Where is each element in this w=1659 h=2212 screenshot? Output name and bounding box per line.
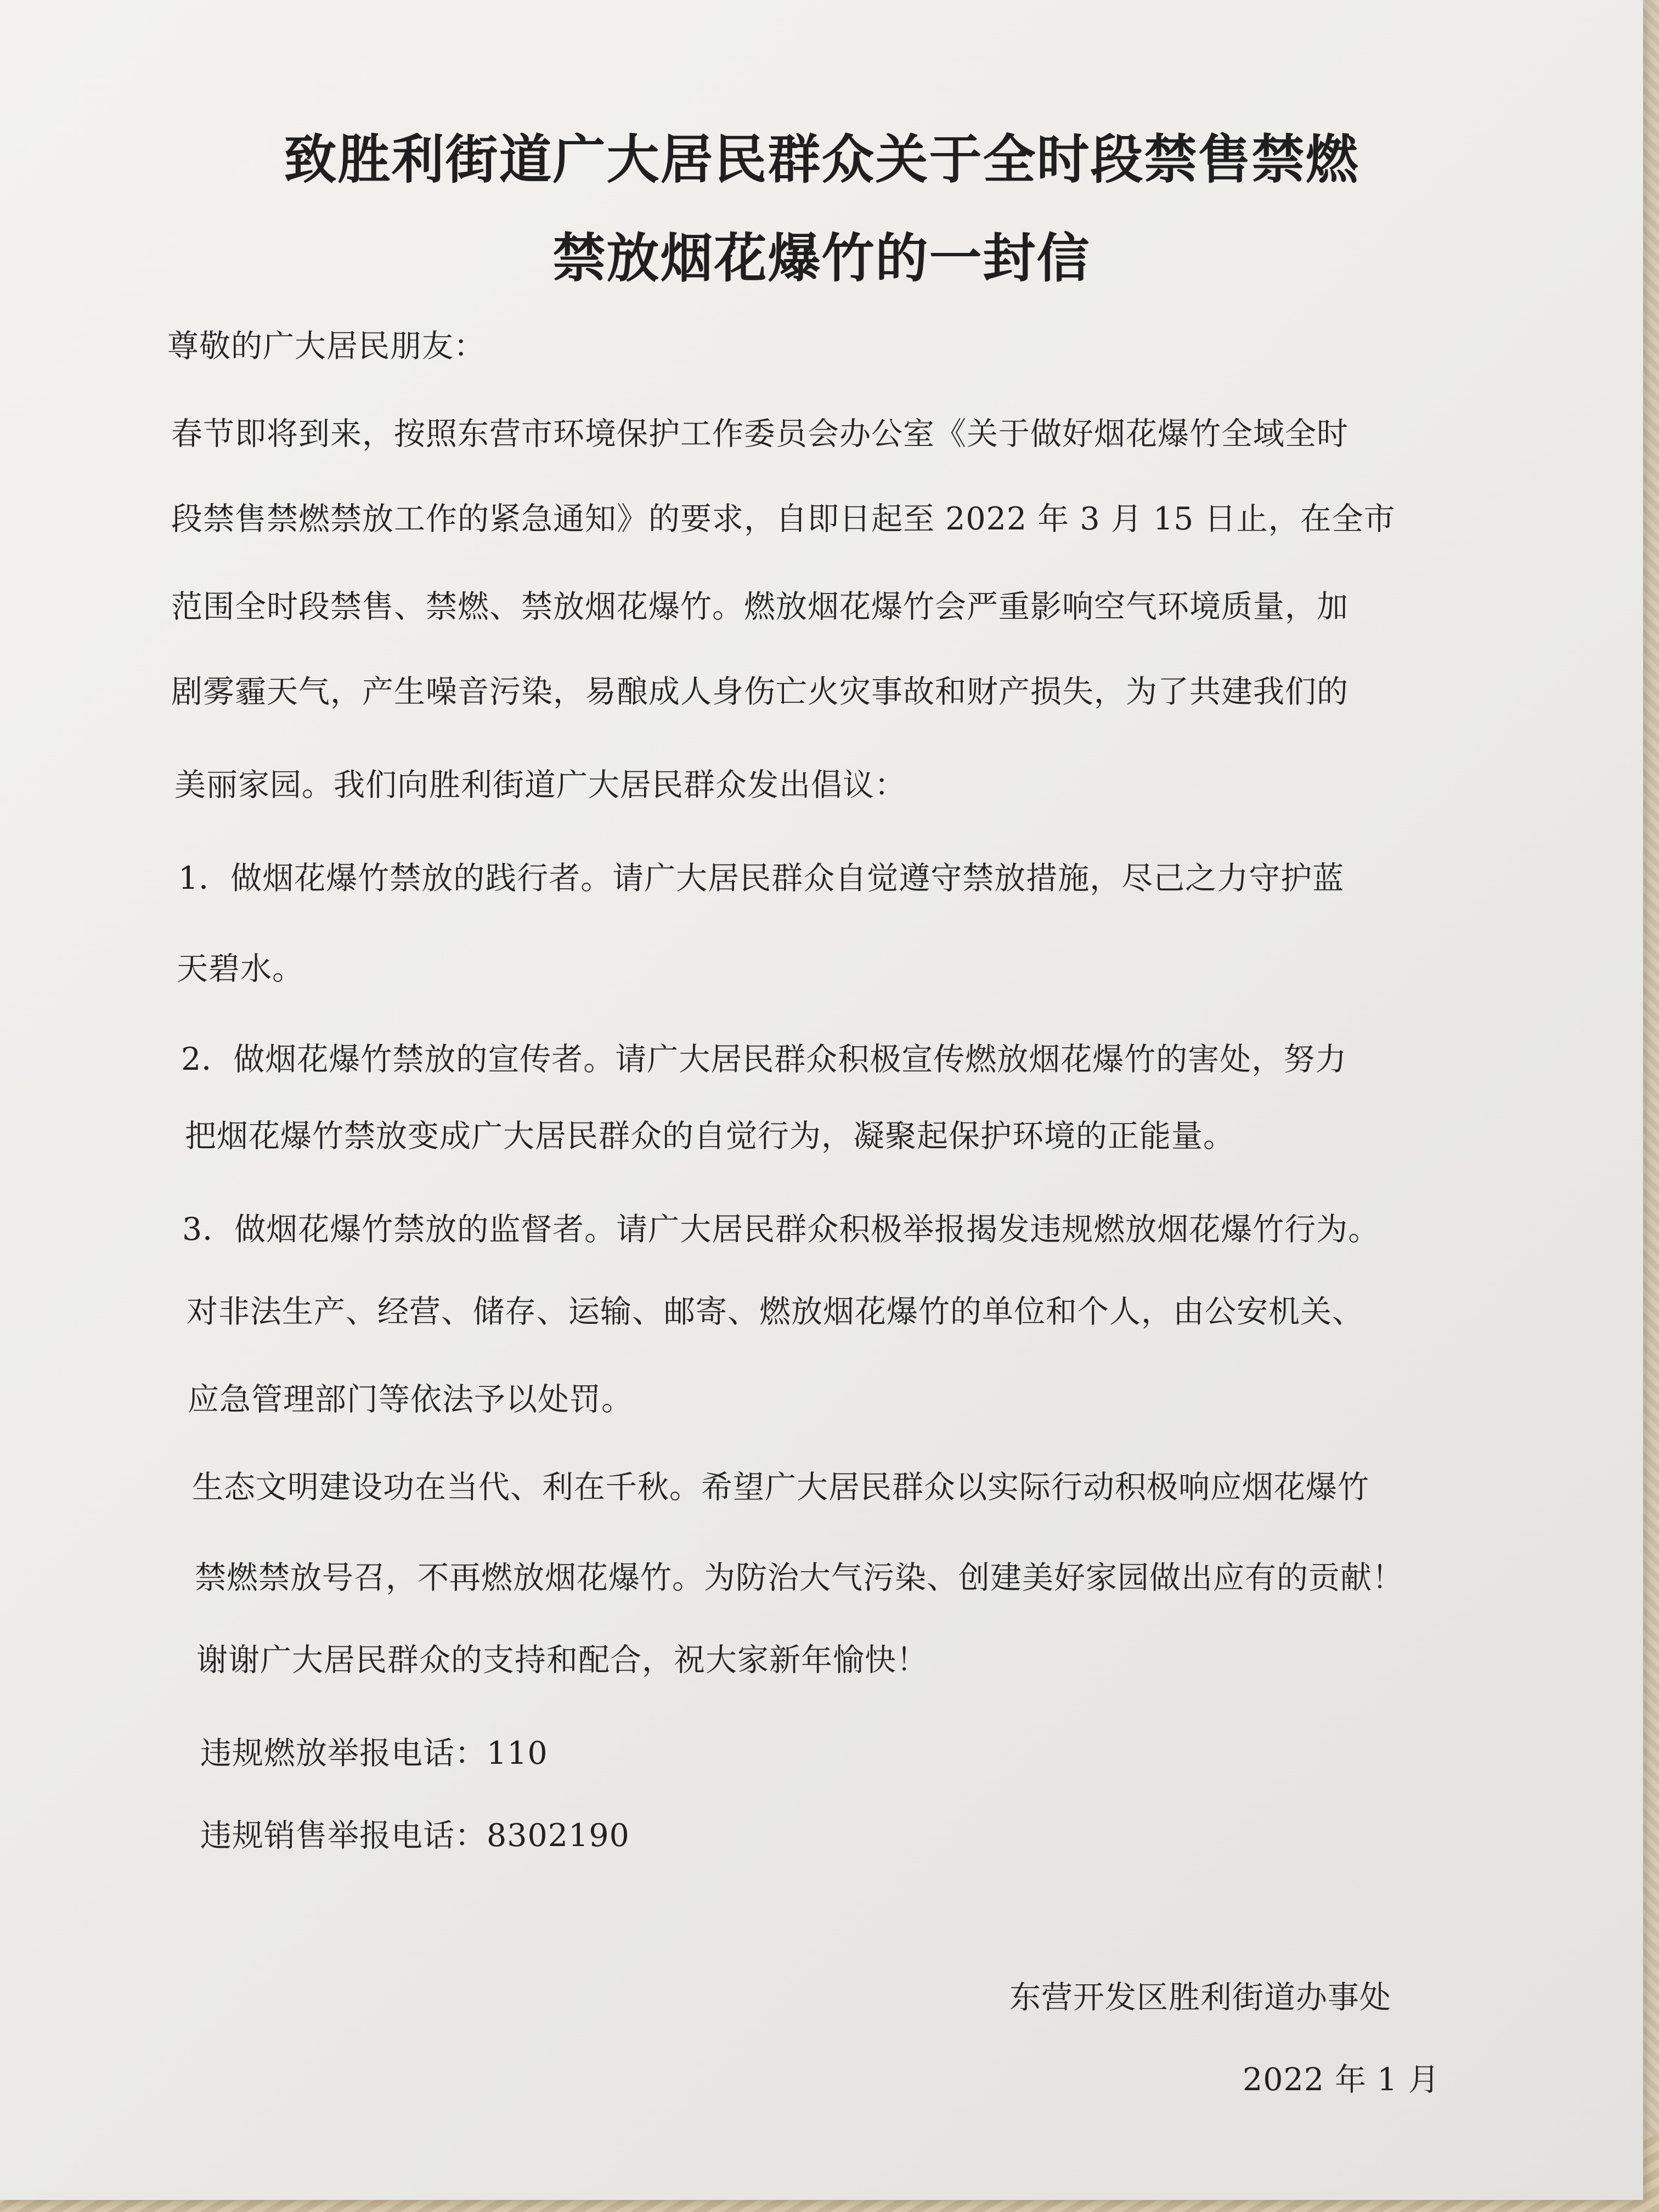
proposal-item-2: 把烟花爆竹禁放变成广大居民群众的自觉行为，凝聚起保护环境的正能量。 [185,1118,1235,1154]
proposal-item-3: 应急管理部门等依法予以处罚。 [188,1381,633,1418]
intro-line: 段禁售禁燃禁放工作的紧急通知》的要求，自即日起至 2022 年 3 月 15 日止，在全市 [171,501,1396,537]
proposal-item-3: 对非法生产、经营、储存、运输、邮寄、燃放烟花爆竹的单位和个人，由公安机关、 [187,1294,1364,1330]
closing-line: 谢谢广大居民群众的支持和配合，祝大家新年愉快！ [196,1642,928,1678]
intro-line: 范围全时段禁售、禁燃、禁放烟花爆竹。燃放烟花爆竹会严重影响空气环境质量，加 [171,589,1348,625]
closing-line: 生态文明建设功在当代、利在千秋。希望广大居民群众以实际行动积极响应烟花爆竹 [192,1469,1369,1505]
salutation: 尊敬的广大居民朋友： [167,328,486,364]
letter-title-line1: 致胜利街道广大居民群众关于全时段禁售禁燃 [284,129,1359,190]
intro-line: 剧雾霾天气，产生噪音污染，易酿成人身伤亡火灾事故和财产损失，为了共建我们的 [171,674,1348,710]
hotline-sales: 违规销售举报电话：8302190 [200,1818,630,1854]
intro-line: 美丽家园。我们向胜利街道广大居民群众发出倡议： [174,767,906,803]
proposal-item-3: 3．做烟花爆竹禁放的监督者。请广大居民群众积极举报揭发违规燃放烟花爆竹行为。 [182,1211,1380,1248]
signature-org: 东营开发区胜利街道办事处 [1009,1979,1391,2016]
letter-title-line2: 禁放烟花爆竹的一封信 [552,228,1091,289]
intro-line: 春节即将到来，按照东营市环境保护工作委员会办公室《关于做好烟花爆竹全域全时 [171,416,1348,452]
proposal-item-1: 天碧水。 [177,951,304,987]
signature-date: 2022 年 1 月 [1243,2062,1440,2098]
proposal-item-1: 1．做烟花爆竹禁放的践行者。请广大居民群众自觉遵守禁放措施，尽己之力守护蓝 [178,860,1345,896]
closing-line: 禁燃禁放号召，不再燃放烟花爆竹。为防治大气污染、创建美好家园做出应有的贡献！ [195,1560,1404,1596]
hotline-burning: 违规燃放举报电话：110 [200,1735,548,1771]
proposal-item-2: 2．做烟花爆竹禁放的宣传者。请广大居民群众积极宣传燃放烟花爆竹的害处，努力 [181,1041,1347,1077]
